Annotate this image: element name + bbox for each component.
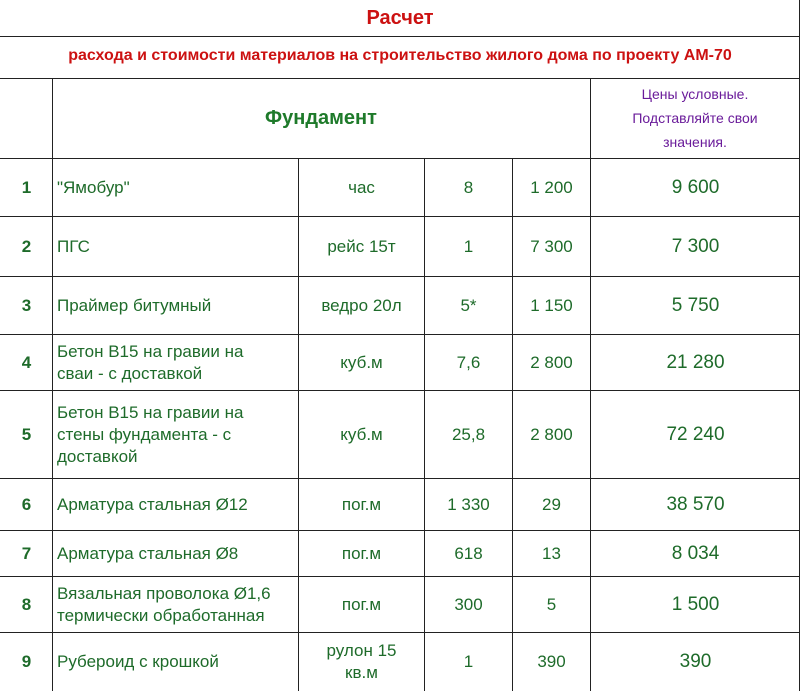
material-name-text — [57, 177, 130, 199]
material-name — [53, 577, 298, 632]
material-name-line: Арматура стальная Ø12 — [57, 494, 248, 514]
unit — [299, 277, 424, 334]
material-name-text — [57, 494, 248, 516]
unit-line: пог.м — [341, 494, 382, 514]
unit-line: пог.м — [341, 594, 382, 614]
unit-line: куб.м — [340, 352, 383, 372]
material-name-line: Праймер битумный — [57, 295, 212, 315]
material-name — [53, 217, 298, 276]
section-title: Фундамент — [265, 106, 377, 129]
unit-price: 7 300 — [530, 236, 573, 256]
material-name-line: термически обработанная — [57, 605, 265, 625]
total-cost: 5 750 — [671, 294, 720, 316]
material-name — [53, 335, 298, 390]
unit-price: 29 — [542, 494, 561, 514]
page-title: Расчет — [366, 6, 434, 29]
divider — [0, 78, 800, 79]
material-name-line: стены фундамента - с — [57, 424, 232, 444]
unit-price: 5 — [546, 594, 557, 614]
unit-text — [348, 177, 375, 199]
material-name-text — [57, 583, 271, 627]
material-name-line: Бетон В15 на гравии на — [57, 402, 244, 422]
material-name — [53, 479, 298, 530]
unit — [299, 335, 424, 390]
material-name — [53, 531, 298, 576]
material-name-text — [57, 341, 243, 385]
total-cost: 390 — [679, 651, 712, 672]
total-cost: 9 600 — [671, 176, 720, 198]
total-cost: 1 500 — [671, 593, 720, 615]
quantity: 25,8 — [451, 424, 486, 444]
total-cost: 8 034 — [671, 542, 720, 564]
unit-line: час — [348, 177, 375, 197]
material-name-line: Бетон В15 на гравии на — [57, 341, 244, 361]
unit-price: 390 — [537, 652, 566, 671]
unit-text — [342, 543, 381, 565]
unit — [299, 159, 424, 216]
unit-price: 13 — [542, 543, 561, 563]
row-number: 9 — [21, 652, 32, 671]
unit-text — [342, 594, 381, 616]
material-name-text — [57, 236, 90, 258]
unit-line: пог.м — [341, 543, 382, 563]
row-number: 3 — [21, 295, 32, 315]
unit — [299, 391, 424, 478]
quantity: 1 330 — [447, 494, 490, 514]
material-name-line: Рубероид с крошкой — [57, 652, 219, 671]
unit-text — [327, 236, 395, 258]
price-note-line: значения. — [663, 134, 727, 150]
material-name-text — [57, 402, 243, 468]
unit-line: рейс 15т — [327, 236, 396, 256]
unit-price: 2 800 — [530, 424, 573, 444]
material-name — [53, 391, 298, 478]
material-name-text — [57, 295, 211, 317]
row-number: 5 — [21, 424, 32, 444]
price-note — [590, 78, 800, 158]
material-name-line: "Ямобур" — [57, 177, 130, 197]
page-subtitle: расхода и стоимости материалов на строительство жилого дома по проекту АМ-70 — [68, 47, 732, 64]
quantity: 618 — [454, 543, 483, 563]
material-name — [53, 633, 298, 691]
quantity: 1 — [463, 652, 474, 671]
quantity: 300 — [454, 594, 483, 614]
unit — [299, 479, 424, 530]
material-name-line: ПГС — [57, 236, 90, 256]
total-cost: 72 240 — [666, 423, 725, 445]
unit-price: 1 200 — [530, 177, 573, 197]
total-cost: 7 300 — [671, 235, 720, 257]
row-number: 8 — [21, 594, 32, 614]
quantity: 7,6 — [456, 352, 481, 372]
unit-line: кв.м — [345, 663, 378, 682]
quantity: 8 — [463, 177, 474, 197]
unit — [299, 633, 424, 691]
material-name-line: Вязальная проволока Ø1,6 — [57, 583, 271, 603]
material-name-line: Арматура стальная Ø8 — [57, 543, 239, 563]
material-name-line: доставкой — [57, 446, 138, 466]
material-name — [53, 159, 298, 216]
row-number: 1 — [21, 177, 32, 197]
unit-text — [340, 424, 382, 446]
row-number: 4 — [21, 352, 32, 372]
unit — [299, 577, 424, 632]
price-note-line: Цены условные. — [641, 86, 749, 102]
total-cost: 21 280 — [666, 351, 725, 373]
unit — [299, 217, 424, 276]
unit-line: куб.м — [340, 424, 383, 444]
unit-price: 1 150 — [530, 295, 573, 315]
unit — [299, 531, 424, 576]
price-note-line: Подставляйте свои — [632, 110, 758, 126]
material-name — [53, 277, 298, 334]
material-name-text — [57, 543, 238, 565]
unit-line: ведро 20л — [321, 295, 402, 315]
quantity: 5* — [460, 295, 477, 315]
divider — [0, 36, 800, 37]
material-name-line: сваи - с доставкой — [57, 363, 203, 383]
row-number: 7 — [21, 543, 32, 563]
unit-text — [327, 640, 397, 684]
row-number: 2 — [21, 236, 32, 256]
material-name-text — [57, 651, 219, 673]
unit-text — [321, 295, 401, 317]
unit-text — [342, 494, 381, 516]
unit-price: 2 800 — [530, 352, 573, 372]
unit-line: рулон 15 — [326, 641, 397, 660]
total-cost: 38 570 — [666, 493, 725, 515]
row-number: 6 — [21, 494, 32, 514]
quantity: 1 — [463, 236, 474, 256]
unit-text — [340, 352, 382, 374]
